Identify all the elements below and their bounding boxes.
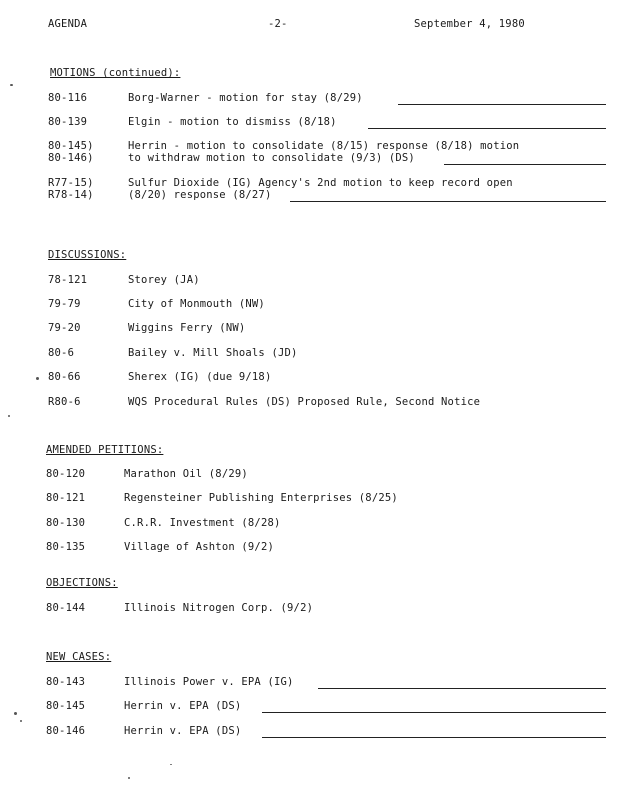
- motions-heading: MOTIONS (continued):: [50, 67, 181, 79]
- case-number: R80-6: [48, 396, 81, 408]
- case-number: R77-15) R78-14): [48, 177, 94, 201]
- case-description: Sulfur Dioxide (IG) Agency's 2nd motion to keep record open (8/20) response (8/27): [128, 177, 513, 201]
- scan-speck: [20, 720, 22, 722]
- new-cases-heading: NEW CASES:: [46, 651, 112, 663]
- case-description: Storey (JA): [128, 274, 200, 286]
- case-description: Herrin v. EPA (DS): [124, 700, 242, 712]
- case-number: 80-6: [48, 347, 75, 359]
- case-number: 80-143: [46, 676, 86, 688]
- case-description: WQS Procedural Rules (DS) Proposed Rule, Second Notice: [128, 396, 481, 408]
- case-number: 80-116: [48, 92, 88, 104]
- case-number: 80-121: [46, 492, 86, 504]
- signature-line: [290, 201, 606, 202]
- signature-line: [262, 712, 606, 713]
- case-number: 80-135: [46, 541, 86, 553]
- case-number: 80-120: [46, 468, 86, 480]
- case-number: 79-79: [48, 298, 81, 310]
- case-number: 80-139: [48, 116, 88, 128]
- scan-speck: [8, 415, 10, 417]
- scan-speck: [10, 84, 13, 86]
- signature-line: [368, 128, 606, 129]
- case-number: 80-145) 80-146): [48, 140, 94, 164]
- scan-speck: [14, 712, 17, 715]
- case-description: Elgin - motion to dismiss (8/18): [128, 116, 337, 128]
- signature-line: [262, 737, 606, 738]
- objections-heading: OBJECTIONS:: [46, 577, 118, 589]
- case-description: Borg-Warner - motion for stay (8/29): [128, 92, 363, 104]
- case-number: 80-66: [48, 371, 81, 383]
- case-description: Village of Ashton (9/2): [124, 541, 274, 553]
- amended-petitions-heading: AMENDED PETITIONS:: [46, 444, 164, 456]
- case-number: 80-130: [46, 517, 86, 529]
- case-description: Wiggins Ferry (NW): [128, 322, 246, 334]
- signature-line: [318, 688, 606, 689]
- signature-line: [398, 104, 606, 105]
- case-description: Herrin - motion to consolidate (8/15) response (8/18) motion to withdraw motion to consolidate (9/3) (DS): [128, 140, 520, 164]
- scan-speck: [170, 764, 172, 765]
- discussions-heading: DISCUSSIONS:: [48, 249, 127, 261]
- case-description: C.R.R. Investment (8/28): [124, 517, 281, 529]
- case-description: Illinois Nitrogen Corp. (9/2): [124, 602, 314, 614]
- header-agenda-label: AGENDA: [48, 18, 88, 30]
- case-description: Illinois Power v. EPA (IG): [124, 676, 294, 688]
- scan-speck: [128, 777, 130, 779]
- case-description: City of Monmouth (NW): [128, 298, 265, 310]
- case-description: Sherex (IG) (due 9/18): [128, 371, 272, 383]
- case-number: 78-121: [48, 274, 88, 286]
- case-description: Marathon Oil (8/29): [124, 468, 248, 480]
- header-date: September 4, 1980: [414, 18, 525, 30]
- case-number: 80-145: [46, 700, 86, 712]
- signature-line: [444, 164, 606, 165]
- case-number: 80-144: [46, 602, 86, 614]
- case-number: 80-146: [46, 725, 86, 737]
- case-description: Herrin v. EPA (DS): [124, 725, 242, 737]
- page-number: -2-: [268, 18, 288, 30]
- case-description: Regensteiner Publishing Enterprises (8/25): [124, 492, 398, 504]
- scan-speck: [36, 377, 39, 380]
- case-description: Bailey v. Mill Shoals (JD): [128, 347, 298, 359]
- case-number: 79-20: [48, 322, 81, 334]
